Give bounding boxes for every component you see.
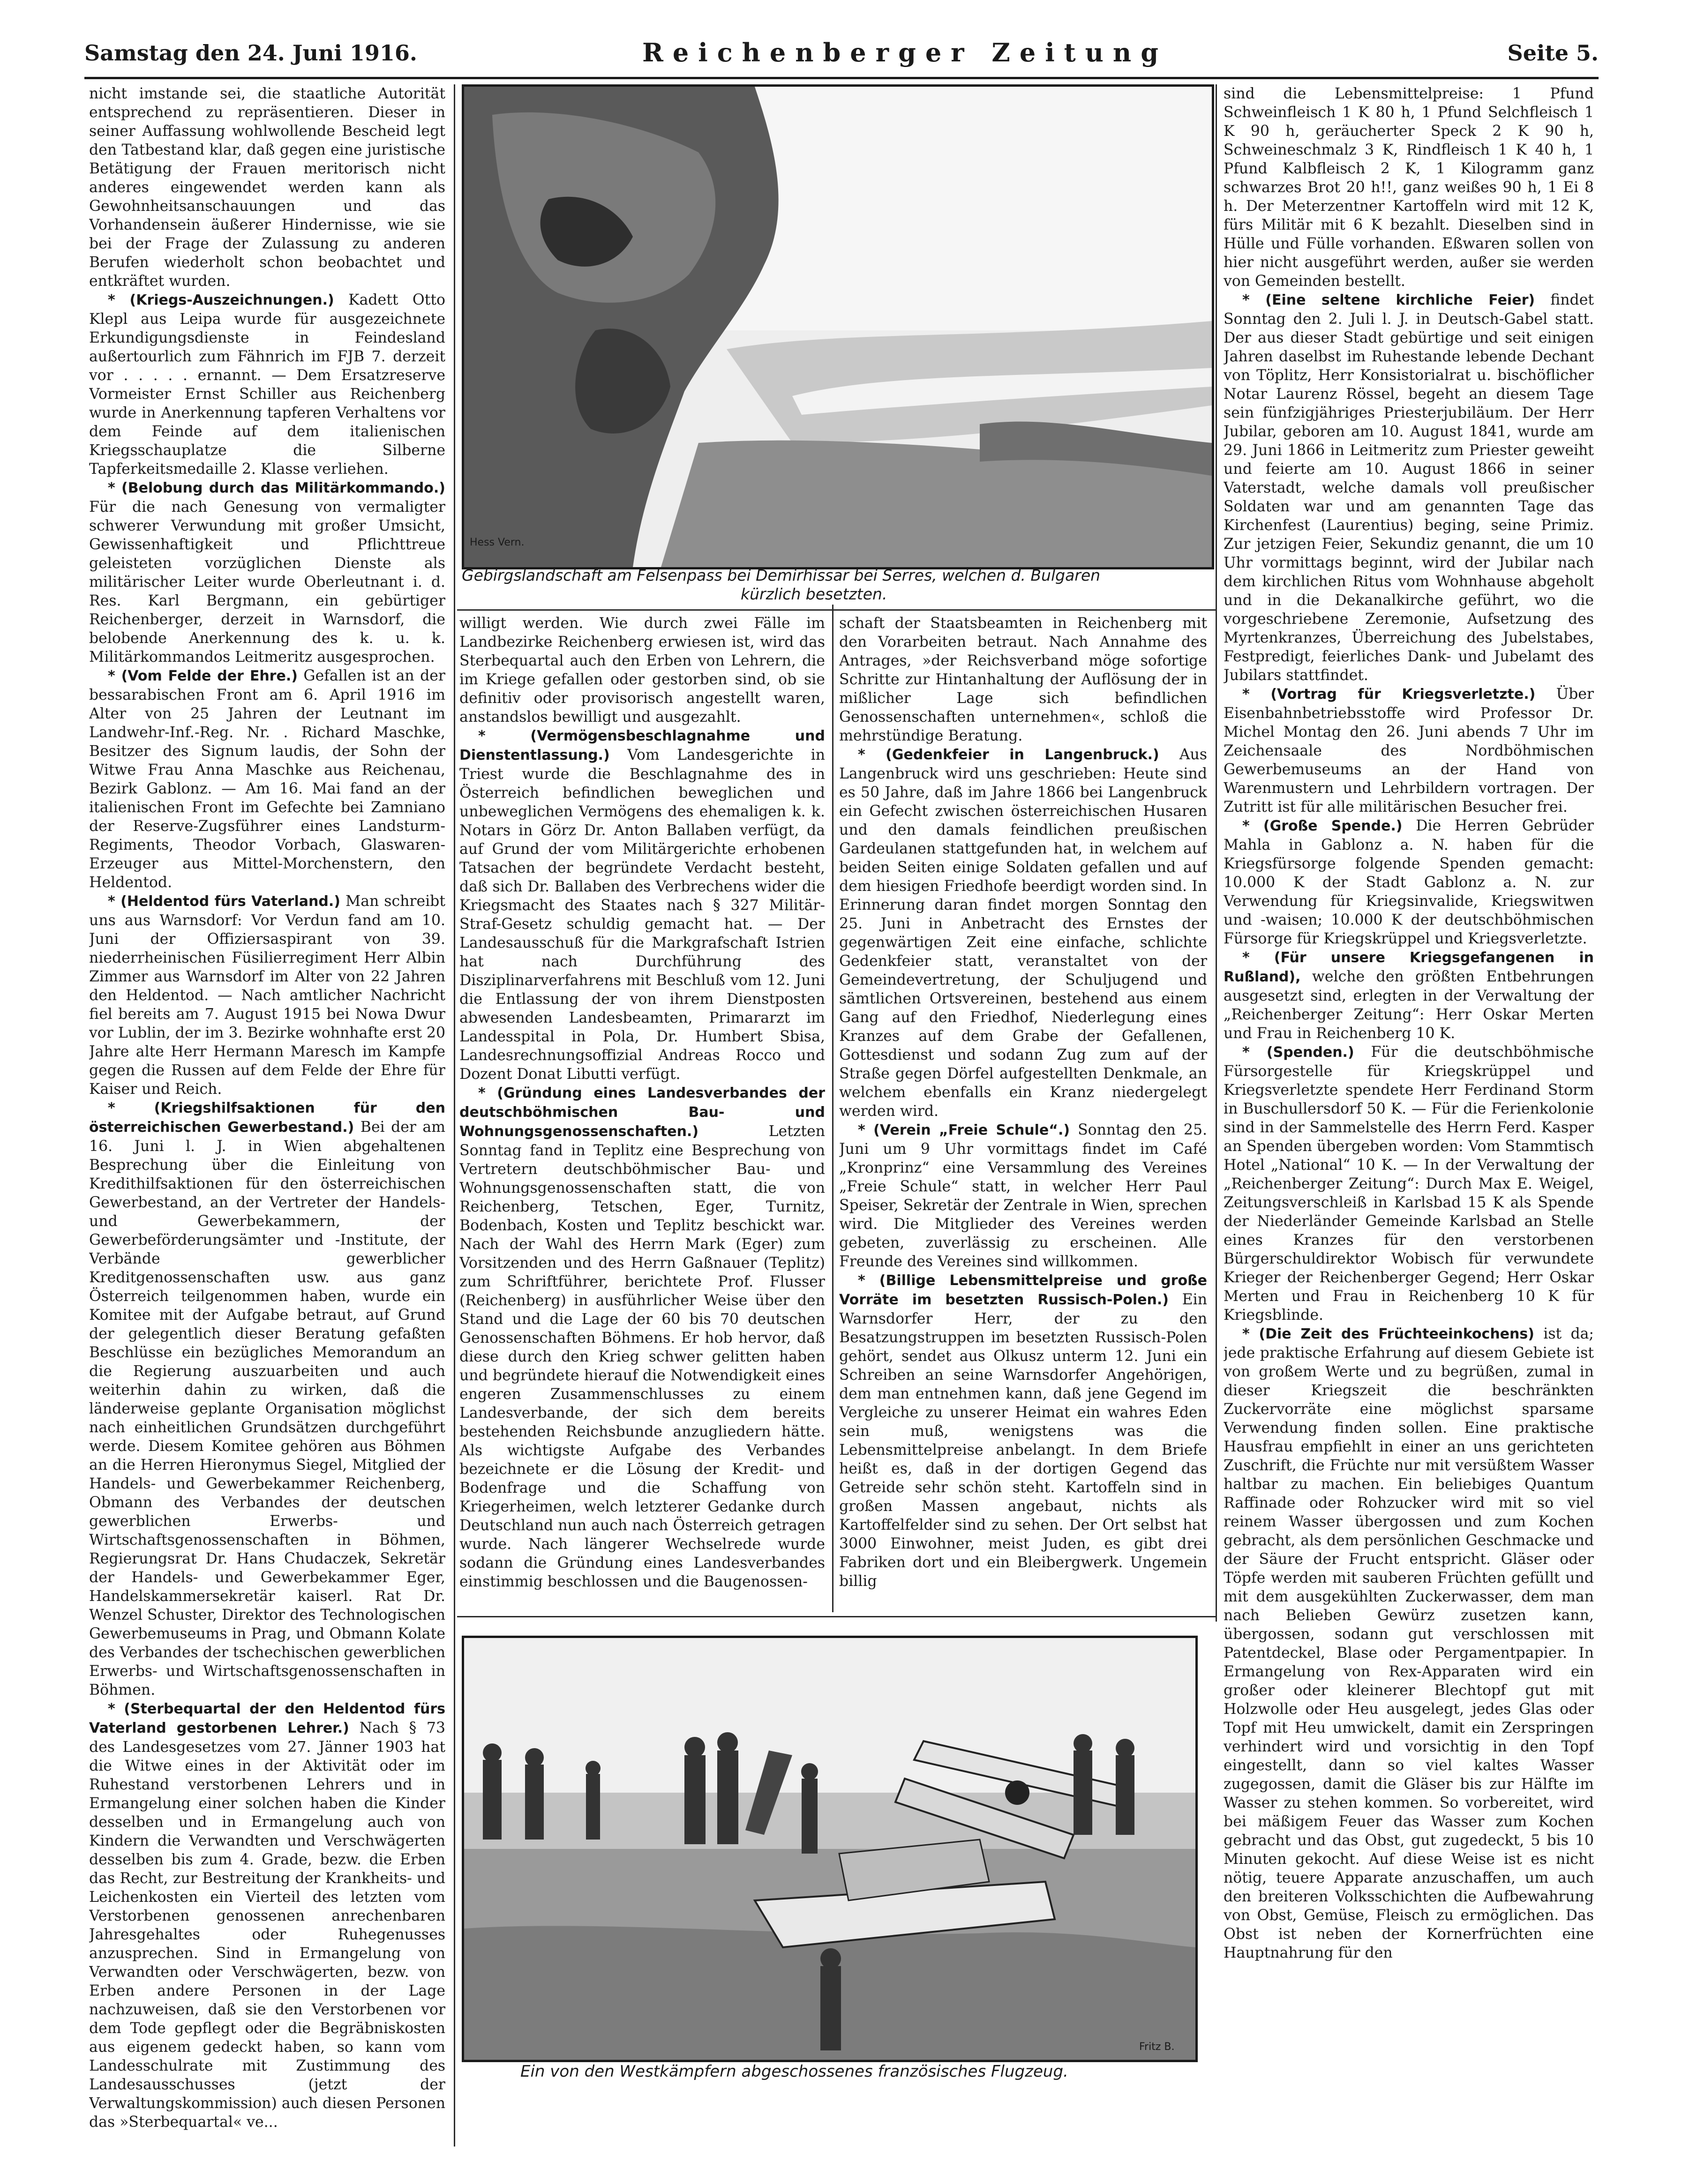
article-heading: * (Spenden.)	[1242, 1044, 1354, 1061]
issue-date: Samstag den 24. Juni 1916.	[84, 40, 417, 66]
article-heading: * (Billige Lebensmittelpreise und große Vorräte im besetzten Russisch-Polen.)	[839, 1272, 1207, 1308]
article-heading: * (Belobung durch das Militärkommando.)	[108, 480, 445, 496]
photo-mountain-pass	[462, 84, 1214, 569]
column-4	[1224, 84, 1594, 2165]
article-text: Aus Langenbruck wird uns geschrieben: Heute sind es 50 Jahre, daß im Jahre 1866 bei Langenbruck ein Gefecht zwischen österreichischen Husaren und den damals feindlichen preußischen Gardeulanen stattgefunden hat, in welchem auf beiden Seiten einige Soldaten gefallen und auf dem hiesigen Friedhofe beerdigt worden sind. In Erinnerung daran findet morgen Sonntag den 25. Juni in Anbetracht des Ernstes der gegenwärtigen Zeit eine einfache, schlichte Gedenkfeier statt, veranstaltet von der Gemeindevertretung, der Schuljugend und sämtlichen Ortsvereinen, bestehend aus einem Gang auf den Friedhof, Niederlegung eines Kranzes auf dem Grabe der Gefallenen, Gottesdienst und sodann Zug zum auf der Straße gegen Dörfel aufgestellten Denkmale, an welchem ebenfalls ein Kranz niedergelegt werden wird.	[839, 746, 1207, 1120]
article-sterbequartal	[89, 1699, 445, 2132]
article-heldentod	[89, 892, 445, 1099]
article-freie-schule	[839, 1121, 1207, 1271]
article-text: willigt werden. Wie durch zwei Fälle im Landbezirke Reichenberg erwiesen ist, wird das Sterbequartal auch den Erben von Lehrern, die im Kriege gefallen oder gestorben sind, ob sie definitiv oder provisorisch angestellt waren, anstandslos bewilligt und ausgezahlt.	[459, 615, 825, 726]
article-text: Bei der am 16. Juni l. J. in Wien abgehaltenen Besprechung über die Einleitung von Kredithilfsaktionen für den österreichischen Gewerbestand, an der Vertreter der Handels- und Gewerbekammern, der Gewerbeförderungsämter und -Institute, der Verbände gewerblicher Kreditgenossenschaften usw. aus ganz Österreich teilgenommen haben, wurde ein Komitee mit der Aufgabe betraut, auf Grund der gelegentlich dieser Beratung gefaßten Beschlüsse ein bezügliches Memorandum an die Regierung auszuarbeiten und auch weiterhin dahin zu wirken, daß die länderweise geplante Organisation möglichst nach einheitlichen Grundsätzen durchgeführt werde. Diesem Komitee gehören aus Böhmen an die Herren Hieronymus Siegel, Mitglied der Handels- und Gewerbekammer Reichenberg, Obmann des Verbandes der deutschen gewerblichen Erwerbs- und Wirtschaftsgenossenschaften in Böhmen, Regierungsrat Dr. Hans Chudaczek, Sekretär der Handels- und Gewerbekammer Eger, Handelskammersekretär kaiserl. Rat Dr. Wenzel Schuster, Direktor des Technologischen Gewerbemuseums in Prag, und Obmann Kolate des Verbandes der tschechischen gewerblichen Erwerbs- und Wirtschaftsgenossenschaften in Böhmen.	[89, 1119, 445, 1698]
column-rule-2	[832, 605, 833, 1612]
article-belobung	[89, 479, 445, 666]
photo-signature: Hess Vern.	[470, 537, 525, 548]
article-text: Vom Landesgerichte in Triest wurde die Beschlagnahme des in Österreich befindlichen beweglichen und unbeweglichen Vermögens des ehemaligen k. k. Notars in Görz Dr. Anton Ballaben verfügt, da auf Grund der vom Militärgerichte erhobenen Tatsachen der begründete Verdacht besteht, daß sich Dr. Ballaben des Verbrechens wider die Kriegsmacht des Staates nach § 327 Militär-Straf-Gesetz schuldig gemacht hat. — Der Landesausschuß für die Markgrafschaft Istrien hat nach Durchführung des Disziplinarverfahrens mit Beschluß vom 12. Juni die Entlassung der von ihrem Dienstposten abwesenden Landesbeamten, Primararzt im Landesspital in Pola, Dr. Humbert Sbisa, Landesrechnungsoffizial Andreas Rocco und Dozent Donat Libutti verfügt.	[459, 747, 825, 1083]
article-heading: * (Gründung eines Landesverbandes der deutschböhmischen Bau- und Wohnungsgenossenschaften.)	[459, 1085, 825, 1140]
column-rule-3	[1216, 84, 1217, 1622]
article-text: findet Sonntag den 2. Juli l. J. in Deutsch-Gabel statt. Der aus dieser Stadt gebürtige und seit einigen Jahren daselbst im Ruhestande lebende Dechant von Töplitz, Herr Konsistorialrat u. bischöflicher Notar Laurenz Rössel, begeht an diesem Tage sein fünfzigjähriges Priesterjubiläum. Der Herr Jubilar, geboren am 10. August 1841, wurde am 29. Juni 1866 in Leitmeritz zum Priester geweiht und feierte am 10. August 1866 in seiner Vaterstadt, welche damals voll preußischer Soldaten war und am genannten Tage das Kirchenfest (Laurentius) beging, seine Primiz. Zur jetzigen Feier, Sekundiz genannt, die um 10 Uhr vormittags beginnt, wird der Jubilar nach dem kirchlichen Ritus vom Wohnhause abgeholt und in die Dekanalkirche geführt, wo die vorgeschriebene Zeremonie, Aufsetzung des Myrtenkranzes, Überreichung des Jubelstabes, Festpredigt, feierliches Dank- und Jubelamt des Jubilars stattfindet.	[1224, 292, 1594, 684]
landscape-illustration	[464, 87, 1212, 567]
article-vermoegensbeschlagnahme	[459, 726, 825, 1084]
article-text: Nach § 73 des Landesgesetzes vom 27. Jänner 1903 hat die Witwe eines in der Aktivität oder im Ruhestand verstorbenen Lehrers und in Ermangelung einer solchen haben die Kinder desselben und in Ermangelung auch von Kindern die Verwandten und Verschwägerten desselben bis zum 4. Grade, bezw. die Erben das Recht, zur Bestreitung der Krankheits- und Leichenkosten ein Vierteil des letzten vom Verstorbenen genossenen anrechenbaren Jahresgehaltes oder Ruhegenusses anzusprechen. Sind in Ermangelung von Verwandten oder Verschwägerten, bezw. von Erben andere Personen in der Lage nachzuweisen, daß sie den Verstorbenen vor dem Tode gepflegt oder die Begräbniskosten aus eigenem gedeckt haben, so kann vom Landesschulrate mit Zustimmung des Landesausschusses (jetzt der Verwaltungskommission) auch diesen Personen das »Sterbequartal« ve...	[89, 1720, 445, 2131]
article-fruechteeinkochen	[1224, 1324, 1594, 1962]
photo-downed-aircraft	[462, 1636, 1198, 2062]
article-landesverband	[459, 1084, 825, 1591]
article-text: welche den größten Entbehrungen ausgesetzt sind, erlegten in der Verwaltung der „Reichenberger Zeitung“: Herr Oskar Merten und Frau in Reichenberg 10 K.	[1224, 968, 1594, 1042]
column-2	[459, 614, 825, 1608]
newspaper-title: Reichenberger Zeitung	[642, 37, 1168, 67]
article-heading: * (Große Spende.)	[1242, 818, 1403, 834]
article-heading: * (Heldentod fürs Vaterland.)	[108, 893, 340, 910]
article-text: sind die Lebensmittelpreise: 1 Pfund Schweinfleisch 1 K 80 h, 1 Pfund Selchfleisch 1 K 90 h, geräucherter Speck 2 K 90 h, Schweineschmalz 3 K, Rindfleisch 1 K 40 h, 1 Pfund Kalbfleisch 2 K, 1 Kilogramm ganz schwarzes Brot 20 h!!, ganz weißes 90 h, 1 Ei 8 h. Der Meterzentner Kartoffeln wird mit 12 K, fürs Militär mit 6 K bezahlt. Dieselben sind in Hülle und Fülle vorhanden. Eßwaren sollen von hier nicht ausgeführt werden, außer sie werden von Gemeinden bestellt.	[1224, 85, 1594, 290]
photo-signature: Fritz B.	[1139, 2041, 1175, 2053]
article-grosse-spende	[1224, 816, 1594, 948]
article-gedenkfeier	[839, 745, 1207, 1121]
column-rule-1	[454, 84, 455, 2147]
article-text: Ein Warnsdorfer Herr, der zu den Besatzungstruppen im besetzten Russisch-Polen gehört, sendet aus Olkusz unterm 12. Juni ein Schreiben an seine Warnsdorfer Angehörigen, dem man entnehmen kann, daß jene Gegend im Vergleiche zu unserer Heimat ein wahres Eden sein muß, wenigstens was die Lebensmittelpreise anbelangt. In dem Briefe heißt es, daß in der dortigen Gegend das Getreide sehr schön steht. Kartoffeln sind in großen Massen angebaut, nichts als Kartoffelfelder sind zu sehen. Der Ort selbst hat 3000 Einwohner, meist Juden, es gibt drei Fabriken dort und ein Bleibergwerk. Ungemein billig	[839, 1291, 1207, 1590]
article-heading: * (Vom Felde der Ehre.)	[108, 668, 298, 684]
photo-top-caption-line1: Gebirgslandschaft am Felsenpass bei Demirhissar bei Serres, welchen d. Bulgaren	[462, 566, 1101, 584]
article-spenden	[1224, 1043, 1594, 1324]
article-heading: * (Vermögensbeschlagnahme und Dienstentlassung.)	[459, 728, 825, 763]
article-heading: * (Verein „Freie Schule“.)	[858, 1122, 1070, 1138]
article-heading: * (Vortrag für Kriegsverletzte.)	[1242, 686, 1536, 703]
article-heading: * (Die Zeit des Früchteeinkochens)	[1242, 1326, 1534, 1342]
photo-top-rule	[457, 609, 1216, 611]
photo-bottom-caption: Ein von den Westkämpfern abgeschossenes französisches Flugzeug.	[520, 2062, 1068, 2081]
aircraft-illustration	[464, 1638, 1195, 2060]
column-1	[89, 84, 445, 2165]
article-heading: * (Für unsere Kriegsgefangenen in Rußland),	[1224, 950, 1594, 985]
masthead-rule	[84, 77, 1599, 79]
article-vortrag	[1224, 685, 1594, 816]
photo-bottom-rule	[457, 1616, 1216, 1617]
article-text: Die Herren Gebrüder Mahla in Gablonz a. N. haben für die Kriegsfürsorge folgende Spenden gemacht: 10.000 K der Stadt Gablonz a. N. zur Verwendung für Kriegsinvalide, Kriegswitwen und -waisen; 10.000 K der deutschböhmischen Fürsorge für Kriegskrüppel und Kriegsverletzte.	[1224, 817, 1594, 947]
page-number: Seite 5.	[1507, 40, 1599, 66]
article-heading: * (Sterbequartal der den Heldentod fürs Vaterland gestorbenen Lehrer.)	[89, 1701, 445, 1736]
article-text: Für die nach Genesung von vermaligter schwerer Verwundung mit großer Umsicht, Gewissenhaftigkeit und Pflichttreue geleisteten vorzüglichen Dienste als militärischer Leiter wurde Oberleutnant i. d. Res. Karl Bergmann, ein gebürtiger Reichenberger, derzeit in Warnsdorf, die belobende Anerkennung des k. u. k. Militärkommandos Leitmeritz ausgesprochen.	[89, 499, 445, 666]
article-text: schaft der Staatsbeamten in Reichenberg mit den Vorarbeiten betraut. Nach Annahme des Antrages, »der Reichsverband möge sofortige Schritte zur Hintanhaltung der Auflösung der in mißlicher Lage sich befindlichen Genossenschaften unternehmen«, schloß die mehrstündige Beratung.	[839, 615, 1207, 744]
article-text: nicht imstande sei, die staatliche Autorität entsprechend zu repräsentieren. Dieser in seiner Auffassung wohlwollende Bescheid legt den Tatbestand klar, daß gegen eine juristische Betätigung der Frauen meritorisch nicht anderes eingewendet werden kann als Gewohnheitsanschauungen und das Vorhandensein äußerer Hindernisse, wie sie bei der Frage der Zulassung zu anderen Berufen wiederholt schon beobachtet und entkräftet wurden.	[89, 85, 445, 290]
masthead	[84, 37, 1599, 70]
article-heading: * (Kriegshilfsaktionen für den österreichischen Gewerbestand.)	[89, 1100, 445, 1136]
article-lebensmittelpreise	[839, 1271, 1207, 1591]
article-kirchliche-feier	[1224, 291, 1594, 685]
article-kriegsgefangene	[1224, 948, 1594, 1043]
article-text: ist da; jede praktische Erfahrung auf diesem Gebiete ist von großem Werte und zu begrüßen, zumal in dieser Kriegszeit die beschränkten Zuckervorräte eine möglichst sparsame Verwendung finden sollen. Eine praktische Hausfrau empfiehlt in einer an uns gerichteten Zuschrift, die Früchte nur mit versüßtem Wasser haltbar zu machen. Ein beliebiges Quantum Raffinade oder Rohzucker wird mit so viel reinem Wasser übergossen und zum Kochen gebracht, als dem persönlichen Geschmacke und der Säure der Frucht entspricht. Gläser oder Töpfe werden mit sauberen Früchten gefüllt und mit dem ausgekühlten Zuckerwasser, dem man nach Belieben Gewürz zusetzen kann, übergossen, sodann gut verschlossen mit Patentdeckel, Blase oder Pergamentpapier. In Ermangelung von Rex-Apparaten wird ein großer oder kleinerer Blechtopf gut mit Holzwolle oder Heu ausgelegt, jedes Glas oder Topf mit Heu umwickelt, damit ein Zerspringen verhindert wird und vorsichtig in den Topf eingestellt, dann so viel kaltes Wasser zugegossen, damit die Gläser bis zur Hälfte im Wasser zu stehen kommen. So vorbereitet, wird bei mäßigem Feuer das Wasser zum Kochen gebracht und das Obst, gut zugedeckt, 5 bis 10 Minuten gekocht. Auf diese Weise ist es nicht nötig, teuere Apparate anzuschaffen, um auch den breiteren Volksschichten die Aufbewahrung von Obst, Gemüse, Fleisch zu ermöglichen. Das Obst ist neben der Kornerfrüchten eine Hauptnahrung für den	[1224, 1325, 1594, 1961]
article-vom-felde-der-ehre	[89, 666, 445, 892]
column-3	[839, 614, 1207, 1608]
article-text: Über Eisenbahnbetriebsstoffe wird Professor Dr. Michel Montag den 26. Juni abends 7 Uhr im Zeichensaale des Nordböhmischen Gewerbemuseums an der Hand von Warenmustern und Lehrbildern vortragen. Der Zutritt ist für alle militärischen Besucher frei.	[1224, 686, 1594, 815]
article-heading: * (Eine seltene kirchliche Feier)	[1242, 292, 1535, 308]
article-text: Sonntag den 25. Juni um 9 Uhr vormittags findet im Café „Kronprinz“ eine Versammlung des Vereines „Freie Schule“ statt, in welcher Herr Paul Speiser, Sekretär der Zentrale in Wien, sprechen wird. Die Mitglieder des Vereines werden gebeten, zuverlässig zu erscheinen. Alle Freunde des Vereines sind willkommen.	[839, 1122, 1207, 1270]
article-heading: * (Kriegs-Auszeichnungen.)	[108, 292, 334, 308]
article-kriegs-auszeichnungen	[89, 291, 445, 479]
article-heading: * (Gedenkfeier in Langenbruck.)	[858, 747, 1159, 763]
article-text: Für die deutschböhmische Fürsorgestelle für Kriegskrüppel und Kriegsverletzte spendete Herr Ferdinand Storm in Buschullersdorf 50 K. — Für die Ferienkolonie sind in der Sammelstelle des Herrn Ferd. Kasper an Spenden übergeben worden: Vom Stammtisch Hotel „National“ 10 K. — In der Verwaltung der „Reichenberger Zeitung“: Durch Max E. Weigel, Zeitungsverschleiß in Karlsbad 15 K als Spende der Niederländer Gemeinde Karlsbad an Stelle eines Kranzes für den verstorbenen Bürgerschuldirektor Wobisch für verwundete Krieger der Reichenberger Gegend; Herr Oskar Merten und Frau in Reichenberg 10 K für Kriegsblinde.	[1224, 1044, 1594, 1324]
photo-top-caption-line2: kürzlich besetzten.	[741, 585, 887, 603]
article-text: Gefallen ist an der bessarabischen Front am 6. April 1916 im Alter von 25 Jahren der Leutnant im Landwehr-Inf.-Reg. Nr. . Richard Maschke, Besitzer des Signum laudis, der Sohn der Witwe Frau Anna Maschke aus Reichenau, Bezirk Gablonz. — Am 16. Mai fand an der italienischen Front im Gefechte bei Zamniano der Reserve-Zugsführer eines Landsturm-Regiments, Theodor Vorbach, Glaswaren-Erzeuger aus Mittel-Morchenstern, den Heldentod.	[89, 667, 445, 891]
article-kriegshilfsaktionen	[89, 1099, 445, 1699]
article-text: Kadett Otto Klepl aus Leipa wurde für ausgezeichnete Erkundigungsdienste in Feindesland außertourlich zum Fähnrich im FJB 7. derzeit vor . . . . . ernannt. — Dem Ersatzreserve Vormeister Ernst Schiller aus Reichenberg wurde in Anerkennung tapferen Verhaltens vor dem Feinde auf dem italienischen Kriegsschauplatze die Silberne Tapferkeitsmedaille 2. Klasse verliehen.	[89, 292, 445, 478]
article-text: Man schreibt uns aus Warnsdorf: Vor Verdun fand am 10. Juni der Offiziersaspirant von 39. niederrheinischen Füsilierregiment Herr Albin Zimmer aus Warnsdorf im Alter von 22 Jahren den Heldentod. — Nach amtlicher Nachricht fiel bereits am 7. August 1915 bei Nowa Dwur vor Lublin, der im 3. Bezirke wohnhafte erst 20 Jahre alte Herr Hermann Maresch im Kampfe gegen die Russen auf dem Felde der Ehre für Kaiser und Reich.	[89, 893, 445, 1098]
article-text: Letzten Sonntag fand in Teplitz eine Besprechung von Vertretern deutschböhmischer Bau- und Wohnungsgenossenschaften statt, die von Reichenberg, Tetschen, Eger, Turnitz, Bodenbach, Kosten und Teplitz beschickt war. Nach der Wahl des Herrn Mark (Eger) zum Vorsitzenden und des Herrn Gaßnauer (Teplitz) zum Schriftführer, berichtete Prof. Flusser (Reichenberg) in ausführlicher Weise über den Stand und die Lage der 60 bis 70 deutschen Genossenschaften Böhmens. Er hob hervor, daß diese durch den Krieg schwer gelitten haben und begründete hierauf die Notwendigkeit eines engeren Zusammenschlusses zu einem Landesverbande, der sich dem bereits bestehenden Reichsbunde anzugliedern hätte. Als wichtigste Aufgabe des Verbandes bezeichnete er die Lösung der Kredit- und Bodenfrage und die Schaffung von Kriegerheimen, welch letzterer Gedanke durch Deutschland nun auch nach Österreich getragen wurde. Nach längerer Wechselrede wurde sodann die Gründung eines Landesverbandes einstimmig beschlossen und die Baugenossen-	[459, 1123, 825, 1590]
